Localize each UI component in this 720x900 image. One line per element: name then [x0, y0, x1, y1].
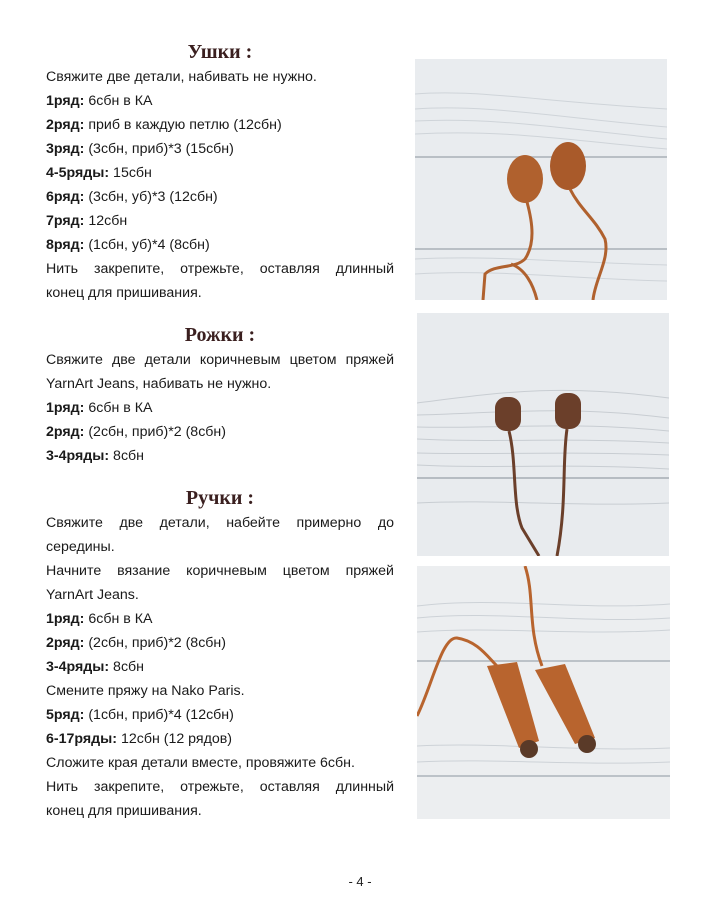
section-arms: [46, 485, 394, 823]
section-title: Рожки :: [184, 324, 256, 346]
instruction-line: середины.: [46, 539, 115, 555]
instruction-line: 1ряд: 6сбн в КА: [46, 93, 153, 109]
instruction-line: 6ряд: (3сбн, уб)*3 (12сбн): [46, 189, 218, 205]
instruction-line: 2ряд: приб в каждую петлю (12сбн): [46, 117, 282, 133]
row-label: 6ряд:: [46, 189, 85, 205]
instruction-line: 4-5ряды: 15сбн: [46, 165, 152, 181]
section-body: [46, 65, 394, 305]
instruction-line: Свяжите две детали, набивать не нужно.: [46, 69, 317, 85]
instruction-line: 2ряд: (2сбн, приб)*2 (8сбн): [46, 424, 226, 440]
instruction-line: Начните вязание коричневым цветом пряжей: [46, 563, 394, 579]
section-title: Ручки :: [185, 487, 255, 509]
section-body: [46, 348, 394, 468]
photo-arms: [417, 566, 670, 819]
row-label: 6-17ряды:: [46, 731, 117, 747]
instruction-line: 1ряд: 6сбн в КА: [46, 611, 153, 627]
instruction-line: 3-4ряды: 8сбн: [46, 448, 144, 464]
instruction-line: 3-4ряды: 8сбн: [46, 659, 144, 675]
instruction-line: 2ряд: (2сбн, приб)*2 (8сбн): [46, 635, 226, 651]
instruction-line: 1ряд: 6сбн в КА: [46, 400, 153, 416]
row-label: 8ряд:: [46, 237, 85, 253]
row-label: 3ряд:: [46, 141, 85, 157]
instruction-line: Свяжите две детали, набейте примерно до: [46, 515, 394, 531]
row-label: 2ряд:: [46, 117, 85, 133]
row-label: 7ряд:: [46, 213, 85, 229]
row-label: 5ряд:: [46, 707, 85, 723]
page-number: - 4 -: [348, 874, 372, 889]
row-label: 3-4ряды:: [46, 659, 110, 675]
row-label: 1ряд:: [46, 93, 85, 109]
section-ears: [46, 39, 394, 305]
row-label: 1ряд:: [46, 611, 85, 627]
instruction-line: конец для пришивания.: [46, 803, 202, 819]
instruction-line: конец для пришивания.: [46, 285, 202, 301]
instruction-line: 7ряд: 12сбн: [46, 213, 128, 229]
instruction-line: YarnArt Jeans.: [46, 587, 139, 603]
section-title: Ушки :: [187, 41, 253, 63]
instruction-line: Нить закрепите, отрежьте, оставляя длинный: [46, 261, 394, 277]
photo-ears: [415, 59, 667, 300]
instruction-line: YarnArt Jeans, набивать не нужно.: [46, 376, 272, 392]
instruction-line: Свяжите две детали коричневым цветом пряжей: [46, 352, 394, 368]
instruction-line: 6-17ряды: 12сбн (12 рядов): [46, 731, 233, 747]
instruction-line: Сложите края детали вместе, провяжите 6сбн.: [46, 755, 355, 771]
instruction-line: Нить закрепите, отрежьте, оставляя длинный: [46, 779, 394, 795]
row-label: 2ряд:: [46, 424, 85, 440]
row-label: 4-5ряды:: [46, 165, 110, 181]
instruction-line: 8ряд: (1сбн, уб)*4 (8сбн): [46, 237, 210, 253]
section-body: [46, 511, 394, 823]
instruction-line: Смените пряжу на Nako Paris.: [46, 683, 245, 699]
instruction-line: 5ряд: (1сбн, приб)*4 (12сбн): [46, 707, 234, 723]
instruction-line: 3ряд: (3сбн, приб)*3 (15сбн): [46, 141, 234, 157]
row-label: 3-4ряды:: [46, 448, 110, 464]
row-label: 2ряд:: [46, 635, 85, 651]
row-label: 1ряд:: [46, 400, 85, 416]
section-horns: [46, 322, 394, 468]
photo-horns: [417, 313, 669, 556]
